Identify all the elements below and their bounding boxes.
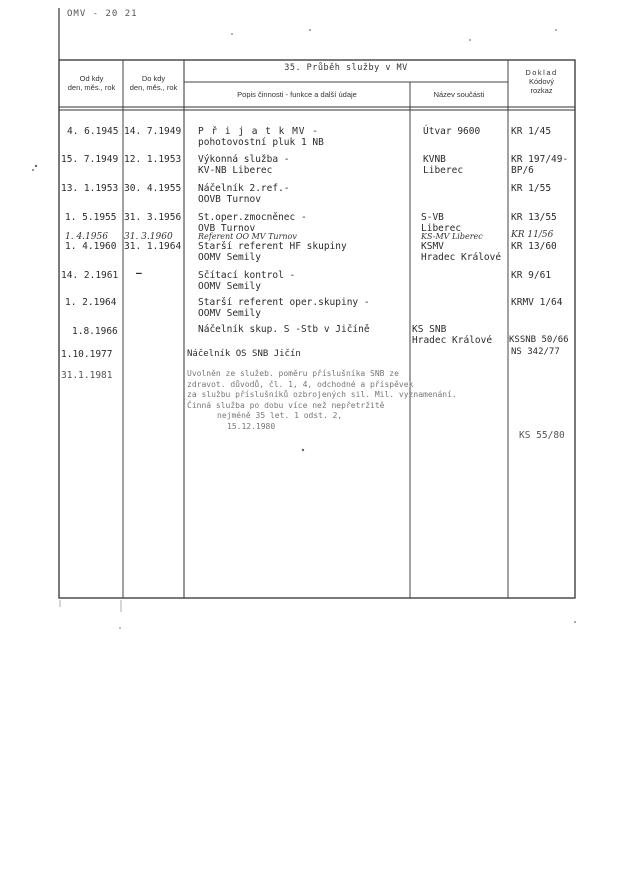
row-2-popis-line1: Výkonná služba - <box>198 154 290 165</box>
row-10-doklad: NS 342/77 <box>511 347 560 357</box>
header-doklad-line2: Kódový <box>528 77 555 86</box>
row-7-popis-line1: Sčítací kontrol - <box>198 270 296 281</box>
row-7-popis-line2: OOMV Semily <box>198 281 261 292</box>
row-4-popis-line2: OVB Turnov <box>198 223 256 234</box>
row-5-do: 31. 3.1960 <box>124 232 173 242</box>
row-1-popis-line2: pohotovostní pluk 1 NB <box>198 137 324 148</box>
row-7-do: — <box>136 268 142 279</box>
row-5-doklad: KR 11/56 <box>511 230 554 240</box>
row-2-od: 15. 7.1949 <box>61 154 119 165</box>
row-3-popis-line2: OOVB Turnov <box>198 194 261 205</box>
header-od-kdy-line1: Od kdy <box>79 74 104 83</box>
row-4-popis <box>198 212 307 234</box>
row-1-nazev: Útvar 9600 <box>423 126 481 137</box>
row-9-popis: Náčelník skup. S -Stb v Jičíně <box>198 324 370 335</box>
row-10-od: 1.10.1977 <box>61 349 113 360</box>
row-9-od: 1.8.1966 <box>72 326 118 337</box>
header-doklad-line3: rozkaz <box>530 86 553 95</box>
row-9-doklad: KSSNB 50/66 <box>509 335 569 345</box>
row-11-popis-line4: Činná služba po dobu více než nepřetržitě <box>187 400 385 410</box>
top-note: OMV - 20 21 <box>67 9 138 19</box>
row-1-do: 14. 7.1949 <box>124 126 182 137</box>
row-2-popis-line2: KV-NB Liberec <box>198 165 273 176</box>
row-3-do: 30. 4.1955 <box>124 183 182 194</box>
row-1-popis <box>198 126 324 148</box>
row-4-do: 31. 3.1956 <box>124 212 182 223</box>
row-6-popis-line1: Starší referent HF skupiny <box>198 241 347 252</box>
row-4-nazev-line1: S-VB <box>421 212 444 223</box>
row-9-nazev-line2: Hradec Králové <box>412 335 493 346</box>
header-do-kdy-line2: den, měs., rok <box>129 83 178 92</box>
row-2-nazev-line1: KVNB <box>423 154 446 165</box>
row-6-do: 31. 1.1964 <box>124 241 182 252</box>
row-8-popis <box>198 297 370 319</box>
row-8-popis-line1: Starší referent oper.skupiny - <box>198 297 370 308</box>
row-2-do: 12. 1.1953 <box>124 154 182 165</box>
row-11-popis <box>187 369 457 432</box>
row-11-doklad: KS 55/80 <box>519 430 565 441</box>
row-6-nazev <box>421 241 501 263</box>
section-title: 35. Průběh služby v MV <box>284 63 408 73</box>
row-7-doklad: KR 9/61 <box>511 270 552 281</box>
row-6-nazev-line2: Hradec Králové <box>421 252 502 263</box>
row-2-doklad-line2: BP/6 <box>511 165 534 176</box>
row-8-doklad: KRMV 1/64 <box>511 297 563 308</box>
header-popis: Popis činnosti - funkce a další údaje <box>237 90 357 99</box>
row-1-od: 4. 6.1945 <box>67 126 119 137</box>
row-11-popis-line1: Uvolněn ze služeb. poměru příslušníka SNB ze <box>187 369 399 378</box>
header-od-kdy-line2: den, měs., rok <box>67 83 116 92</box>
row-2-popis <box>198 154 290 176</box>
row-2-doklad <box>511 154 568 176</box>
row-6-popis-line2: OOMV Semily <box>198 252 261 263</box>
row-4-nazev-line2: Liberec <box>421 223 462 234</box>
row-5-nazev: KS-MV Liberec <box>421 232 483 241</box>
header-do-kdy <box>123 74 184 92</box>
row-4-nazev <box>421 212 461 234</box>
row-2-nazev-line2: Liberec <box>423 165 464 176</box>
row-11-od: 31.1.1981 <box>61 370 113 381</box>
row-4-popis-line1: St.oper.zmocněnec - <box>198 212 307 223</box>
row-4-od: 1. 5.1955 <box>65 212 117 223</box>
row-5-popis: Referent OO MV Turnov <box>198 232 297 241</box>
row-5-od: 1. 4.1956 <box>65 232 108 242</box>
row-9-nazev <box>412 324 492 346</box>
row-1-popis-line1: P ř i j a t k MV - <box>198 126 319 137</box>
row-6-doklad: KR 13/60 <box>511 241 557 252</box>
row-7-popis <box>198 270 295 292</box>
row-1-doklad: KR 1/45 <box>511 126 552 137</box>
row-7-od: 14. 2.1961 <box>61 270 119 281</box>
row-3-popis-line1: Náčelník 2.ref.- <box>198 183 290 194</box>
header-doklad <box>508 68 575 95</box>
row-10-popis: Náčelník OS SNB Jičín <box>187 349 301 359</box>
row-11-popis-line6: 15.12.1980 <box>227 421 276 431</box>
row-11-popis-line2: zdravot. důvodů, čl. 1, 4, odchodné a příspěvek <box>187 379 414 389</box>
row-8-od: 1. 2.1964 <box>65 297 117 308</box>
header-doklad-line1: Doklad <box>525 68 558 77</box>
header-do-kdy-line1: Do kdy <box>141 74 166 83</box>
header-nazev: Název součásti <box>433 90 485 99</box>
row-3-od: 13. 1.1953 <box>61 183 119 194</box>
row-6-od: 1. 4.1960 <box>65 241 117 252</box>
row-3-popis <box>198 183 290 205</box>
row-2-doklad-line1: KR 197/49- <box>511 154 569 165</box>
row-4-doklad: KR 13/55 <box>511 212 557 223</box>
row-11-popis-line5: nejméně 35 let. 1 odst. 2, <box>217 411 343 420</box>
header-od-kdy <box>60 74 123 92</box>
row-3-doklad: KR 1/55 <box>511 183 552 194</box>
row-2-nazev <box>423 154 463 176</box>
row-11-popis-line3: za službu příslušníků ozbrojených sil. Mil. vyznamenání. <box>187 390 457 399</box>
row-6-nazev-line1: KSMV <box>421 241 444 252</box>
row-8-popis-line2: OOMV Semily <box>198 308 261 319</box>
row-6-popis <box>198 241 347 263</box>
row-9-nazev-line1: KS SNB <box>412 324 447 335</box>
